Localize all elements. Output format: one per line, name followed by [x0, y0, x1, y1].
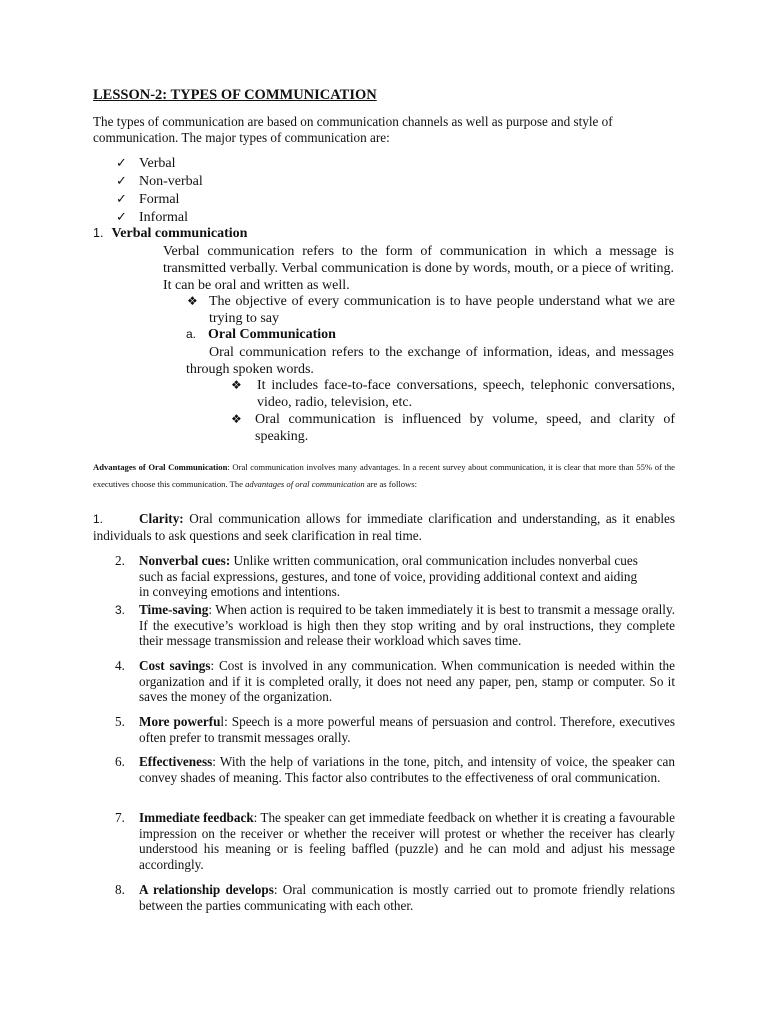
oral-heading [186, 327, 336, 343]
advantage-label: Effectiveness [139, 754, 213, 769]
advantage-number: 4. [115, 658, 125, 673]
advantages-text: : Oral communication involves many advantages. In a recent survey about communication, it is clear that more than 55% of the executives choose this communication. The [93, 462, 675, 489]
list-item [116, 173, 416, 191]
advantage-label: More powerfu [139, 714, 221, 729]
advantage-number-wrap [93, 810, 139, 872]
advantage-item-5 [93, 714, 675, 745]
subsection-title: Oral Communication [208, 327, 336, 342]
advantage-number: 3. [115, 603, 126, 617]
section-number: 1. [93, 226, 104, 240]
advantage-label: A relationship develops [139, 882, 274, 897]
advantage-item-7 [93, 810, 675, 872]
advantage-number: 7. [115, 810, 125, 825]
list-item-label: Verbal [139, 156, 176, 171]
advantages-intro [93, 459, 675, 493]
diamond-bullet-icon: ❖ [187, 294, 198, 308]
advantage-item-1 [93, 511, 675, 543]
advantage-body: : Cost is involved in any communication. When communication is needed within the organization and if it is completed orally, it does not need any paper, pen, stamp or computer. So it saves the money of the organization. [139, 658, 675, 704]
list-item [231, 377, 675, 411]
advantage-text [139, 882, 675, 913]
advantage-number-wrap [93, 658, 139, 705]
checkmark-icon: ✓ [116, 174, 127, 189]
advantage-number: 6. [115, 754, 125, 769]
advantage-label: Clarity: [139, 511, 184, 526]
advantage-text [139, 602, 675, 649]
list-item-label: Formal [139, 192, 180, 207]
list-item-label: Informal [139, 210, 188, 225]
advantage-body: l: Speech is a more powerful means of persuasion and control. Therefore, executives often prefer to transmit messages orally. [139, 714, 675, 745]
objective-bullet [187, 293, 675, 327]
advantage-number-wrap [93, 882, 139, 913]
advantage-item-2 [93, 553, 675, 600]
section-title: Verbal communication [111, 226, 248, 241]
objective-text: The objective of every communication is to have people understand what we are trying to say [209, 294, 675, 326]
checkmark-icon: ✓ [116, 192, 127, 207]
oral-bullet-text: Oral communication is influenced by volume, speed, and clarity of speaking. [255, 412, 675, 444]
list-item-label: Non-verbal [139, 174, 203, 189]
advantage-body: : The speaker can get immediate feedback on whether it is creating a favourable impression on the receiver or whether the receiver will protest or whether the receiver has clearly understood his meaning or is feeling baffled (puzzle) and he can mold and adjust his message accordingly. [139, 810, 676, 872]
lesson-title: LESSON-2: TYPES OF COMMUNICATION [93, 87, 377, 103]
list-item [116, 209, 416, 227]
oral-bullet-list [231, 377, 675, 445]
diamond-bullet-icon: ❖ [231, 378, 242, 392]
list-item [116, 191, 416, 209]
advantage-text [139, 658, 675, 705]
advantage-item-6 [93, 754, 675, 785]
advantage-number: 5. [115, 714, 125, 729]
list-item [231, 411, 675, 445]
advantage-text [93, 511, 675, 543]
advantages-text-end: are as follows: [364, 479, 417, 489]
advantage-text [139, 754, 675, 785]
advantage-item-4 [93, 658, 675, 705]
advantage-number: 1. [93, 512, 104, 526]
advantage-number: 2. [115, 553, 125, 568]
advantage-text [139, 810, 675, 872]
advantage-label: Time-saving [139, 602, 209, 617]
advantage-text [139, 714, 675, 745]
advantage-label: Immediate feedback [139, 810, 254, 825]
advantage-label: Nonverbal cues: [139, 553, 231, 568]
advantage-item-8 [93, 882, 675, 913]
verbal-paragraph: Verbal communication refers to the form of communication in which a message is transmitted verbally. Verbal communication is done by words, mouth, or a piece of writing. It can be oral and written as well. [163, 244, 674, 293]
intro-paragraph: The types of communication are based on communication channels as well as purpose and style of communication. The major types of communication are: [93, 114, 613, 145]
list-item [116, 155, 416, 173]
advantage-number-wrap [93, 602, 139, 649]
advantage-item-3 [93, 602, 675, 649]
advantages-label: Advantages of Oral Communication [93, 462, 228, 472]
advantage-label: Cost savings [139, 658, 211, 673]
oral-bullet-text: It includes face-to-face conversations, speech, telephonic conversations, video, radio, television, etc. [257, 378, 675, 410]
types-list [116, 155, 416, 227]
advantage-body: Unlike written communication, oral communication includes nonverbal cues such as facial expressions, gestures, and tone of voice, providing additional context and aiding in conveying emotions and intentions. [139, 553, 638, 599]
checkmark-icon: ✓ [116, 156, 127, 171]
checkmark-icon: ✓ [116, 210, 127, 225]
oral-paragraph: Oral communication refers to the exchange of information, ideas, and messages through spoken words. [186, 345, 674, 377]
advantage-body: : Oral communication is mostly carried out to promote friendly relations between the parties communicating with each other. [139, 882, 676, 913]
advantages-italic: advantages of oral communication [245, 479, 365, 489]
subsection-letter: a. [186, 327, 197, 341]
advantage-body: : When action is required to be taken immediately it is best to transmit a message orally. If the executive’s workload is high then they stop writing and by oral instructions, they complete their message transmission and release their workload which saves time. [139, 602, 675, 648]
advantage-body: Oral communication allows for immediate clarification and understanding, as it enables individuals to ask questions and seek clarification in real time. [93, 511, 675, 543]
advantage-number: 8. [115, 882, 125, 897]
advantage-number-wrap [93, 553, 139, 600]
verbal-heading [93, 226, 247, 242]
advantage-body: : With the help of variations in the tone, pitch, and intensity of voice, the speaker can convey shades of meaning. This factor also contributes to the effectiveness of oral communication. [139, 754, 675, 785]
advantage-number-wrap [93, 714, 139, 745]
diamond-bullet-icon: ❖ [231, 412, 242, 426]
advantage-number-wrap [93, 754, 139, 785]
advantage-text [139, 553, 647, 600]
